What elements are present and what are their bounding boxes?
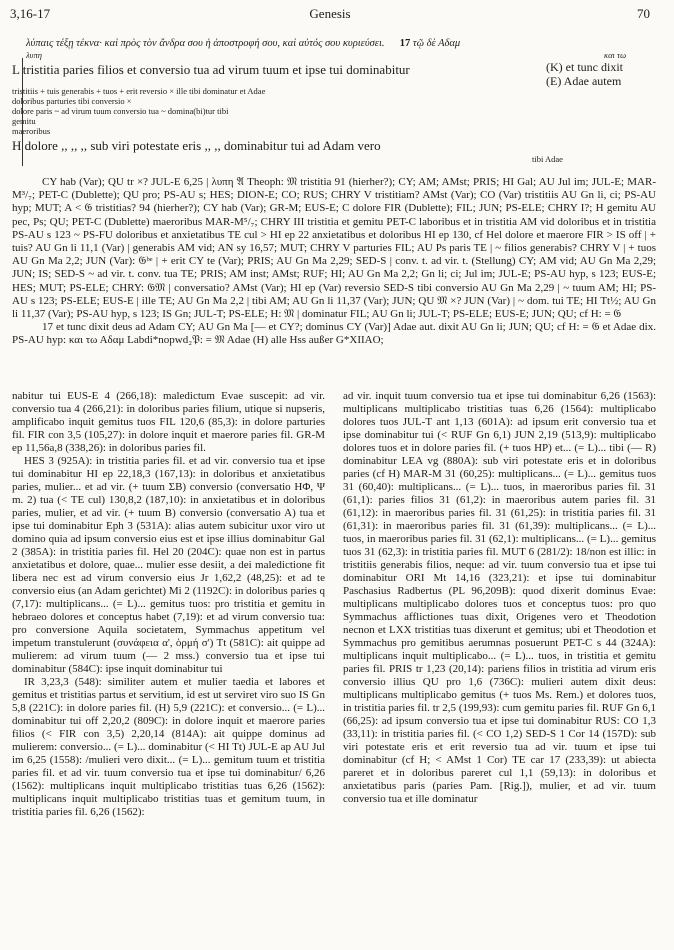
variant-line-4: gemitu [12,116,36,126]
left-column [12,390,325,946]
greek-line [26,38,656,49]
right-paragraph: ad vir. inquit tuum conversio tua et ipse tui dominabitur 6,26 (1563): multiplicans multiplicabo tristitias tuas 6,26 (1564): multiplicabo dolores tuos JUL-T ant 1,13 (601A): ad ipsum erit conversio tua et ipse dominabitur tui (< RUF Gn 6,1) JUN 2,19 (513,9): multiplicabo dolores tuos et in dolore paries fil. (+ tuos HP) et... (= L)... tibi (— R) dominabitur LEA vg (880A): sub viri potestate eris et in doloribus paries (cf H) MAR-M 31 (60,25): multiplicans... (= L)... gemitus tuos 31 (60,40): multiplicans... (= L)... tuos, in maeroribus paries fil. 31 (61,1): paries filios 31 (61,2): in maeroribus autem paries fil. 31 (61,12): in maeroribus paries fil. 31 (61,25): in tristitia paries fil. 31 (61,31): in maeroribus paries fil. 31 (61,39): multiplicans... (= L)... tuos, in maeroribus paries fil. 31 (62,1): multiplicans... (= L)... gemitus tuos 31 (62,3): in tristitia paries fil. MUT 6 (281/2): 18/non est illic: in tristitiis generabis filios, neque: ad vir. tuum conversio tua et ipse tui dominabitur ORI Mt 14,16 (323,21): et ipse tui dominabitur Paschasius Radbertus (PL 96,209B): quod dixerit dominus Evae: multiplicans multiplicabo dolores tuos et conceptus tuos: pro quo Symmachus afflictiones tuas dixit, Origenes vero et Theodotion necnon et LXX tristitias tuas dixerunt et gemitus; ubi et Theodotion et Symmachus pro gemitibus aerumnas posuerunt PET-C s 44 (324A): multiplicans inquit multiplicabo... (= L)... tuos, in tristitia et gemitu paries fil. PRIS tr 1,23 (20,14): pariens filios in tristitia ad virum eris conversio illius QU pro 1,6 (736C): mulieri autem dixit deus: multiplicans multiplicabo gemitus (+ tuos Ms. Rem.) et dolores tuos, in tristitia paries fil. tr 2,5 (199,93): cum gemitu paries fil. RUF Gn 6,1 (66,25): ad ipsum conversio tua et ipse tui dominabitur RUS: CO 1,3 (33,11): in tristitia paries fil. (< CO 1,2) SED-S 1 Cor 14 (157D): sub viri potestate eris et erit reversio tua ad vir. tuum et ipse tui dominabitur (cf H; < AMst 1 Cor) TE car 17 (233,39): ut abiecta pareret et in doloribus pareret cul 1,1 (59,13): in doloribus et anxietatibus paris (paries Pam. [Rig.]), mulier, et ad vir. tuum conversio tua et ille dominatur [343,390,656,805]
greek-verse-text: τῷ δὲ Αδαμ [412,38,461,49]
variant-line-2: doloribus parturies tibi conversio × [12,96,132,106]
variant-line-3: dolore paris ~ ad virum tuum conversio tua ~ domina(bi)tur tibi [12,106,229,116]
main-text: tristitia paries filios et conversio tua ad virum tuum et ipse tui dominabitur [22,62,410,77]
h-siglum: H [12,138,22,153]
chapter-verse-ref: 3,16-17 [10,6,51,21]
greek-variant: λυπη [26,50,42,60]
greek-verse-variant: και τω [604,50,627,60]
apparatus-paragraph: CY hab (Var); QU tr ×? JUL-E 6,25 | λυπη 𝔄 Theoph: 𝔐 tristitia 91 (hierher?); CY; AM; AMst; PRIS; HI Gal; AU Jul im; JUL-E; MAR-M³/₇; PET-C (Dublette); QU pro; PS-AU s; HES; DION-E; CO; RUS; CHRY V tristitiam? AMst (Var); CO (Var) tristitiis AU Gn li, ci; PS-AU hyp; MUT; A < 𝔊 tristitias? 94 (hierher?); CY hab (Var); GR-M; EUS-E; C dolore FIR (Dublette); FIL; JUN; PS-ELE; CHRY I?; H gemitu AU pec, Ps; QU; PET-C (Dublette) maeroribus MAR-M⁵/₇; CHRY III tristitia et gemitu PET-C laboribus et in tristitia AM vid doloribus et in tristitia PS-AU s 123 ~ PS-FU doloribus et anxietatibus TE cul > HI ep 22 anxietatibus et doloribus HI ep 130, cf Hel dolore et maerore FIR > IS off | + tuis? AU Gn li 11,1 (Var) | generabis AM vid; AN sy 16,57; MUT; CHRY V parturies FIL; AU Ps paris TE | ~ filios generabis? CHRY V | + tuos AU Gn Ma 2,2; JUN (Var): 𝔊ᵇᵉ | + erit CY te (Var); PRIS; AU Gn Ma 2,29; SED-S | conv. t. ad vir. t. (Stellung) CY; AM vid; AU Gn Ma 2,29; JUN; IS; SED-S ~ ad vir. t. conv. tua TE; PRIS; AM inst; AMst; RUF; HI; AU Gn Ma 2,2; Gn li; ci; Jul im; JUL-E; PS-AU hyp, s 123; EUS-E; HES; MUT; PS-ELE; CHRY: 𝔊𝔐 | conversatio? AMst (Var); HI ep (Var) reversio SED-S tibi conversio AU Gn Ma 2,29 | ~ tuum AM; HI; PS-AU s 123; PS-ELE; EUS-E | ille TE; AU Gn Ma 2,2 | tibi AM; AU Gn li 11,37 (Var); JUN; QU 𝔐 ×? JUN (Var) | ~ dom. tui TE; HI Tt½; AU Gn li 11,37 (Var); PS-AU hyp, s 123; IS Gn; JUL-T; PS-ELE; H: 𝔐 | dominatur FIL; AU Gn li; JUL-T; PS-ELE; EUS-E; JUN; QU; cf H: = 𝔊 [12,176,656,321]
left-paragraph: HES 3 (925A): in tristitia paries fil. et ad vir. conversio tua et ipse tui dominabitur HI ep 22,18,3 (167,13): in doloribus et anxietatibus paries, mulier... et ad vir. (+ tuum ΣB) conversio (conversatio HΦ, Ψ m. 2) tua (< TE cul) 130,8,2 (187,10): in anxietatibus et in doloribus paries, mulier, et ad vir. (+ tuum B) conversio (conversatio A) tua et ipse tui dominabitur Eph 3 (531A): alias autem subicitur uxor viro ut domino quia ad ipsum conversio eius est et ipse illius dominabitur Gal 2 (385A): in tristitia paries fil. Hel 20 (204C): quae non est in partus anxietatibus et dolore, quae... mulier esse desiit, a dei maledictione fit libera nec est ad virum conversio eius Jr 1,62,2 (48,25): et ad te conversio eius (an Adam gerichtet) Mi 2 (1192C): in doloribus paries q (7,17): multiplicans... (= L)... gemitus tuos: pro tristitia et gemitu in hebraeo dolores et conceptus habet (7,19): et ad virum conversio tua: pro conversione Aquila societatem, Symmachus appetitum vel impetum transtulerunt (συνάφεια α', ὁρμή σ') Tt (581C): ait quippe ad mulierem: ad virum tuum (— 2 mss.) conversio tua et ipse tui dominabitur (584C): ipse inquit dominabitur tui [12,455,325,675]
h-sub: tibi Adae [532,154,563,164]
apparatus-paragraph: 17 et tunc dixit deus ad Adam CY; AU Gn Ma [— et CY?; dominus CY (Var)] Adae aut. dixit AU Gn li; JUN; QU; cf H: = 𝔊 et Adae dix. PS-AU hyp: και τω Αδαμ Labdi*nopwd₂𝔓: = 𝔐 Adae (H) alle Hss außer G*XIIAO; [12,321,656,347]
h-text: dolore ,, ,, ,, sub viri potestate eris ,, ,, dominabitur tui ad Adam vero [24,138,381,153]
apparatus [12,176,656,388]
lemma-block [12,38,656,164]
commentary-columns [12,390,656,946]
book-title: Genesis [309,6,351,21]
page-number: 70 [637,6,650,21]
h-line [12,138,656,154]
page-header [10,6,650,24]
main-siglum: L [12,62,20,77]
left-paragraph: IR 3,23,3 (548): similiter autem et mulier taedia et labores et gemitus et tristitias partus et servitium, id est ut serviret viro suo IS Gn 5,8 (221C): in dolore paries fil. (H) 5,9 (221C): et conversio... (= L)... dominabitur tui off 2,20,2 (809C): in dolore inquit et maerore paries filios (< FIR con 3,5) 2,20,14 (814A): ait quippe dominus ad mulierem: conversio... (= L)... dominabitur (< HI Tt) JUL-E ap AU Jul im 6,25 (1558): /mulieri vero dixit... (= L)... gemitum tuum et tristitia paries fil. et ad vir. tuum conversio tua et ipse tui dominabitur/ 6,26 (1562): multiplicans inquit multiplicabo tristitias tuas 6,26 (1562): multiplicans inquit multiplicabo tristitias tuas et gemitum tuum, in tristitia paries fil. 6,26 (1562): [12,676,325,818]
main-right-1: (K) et tunc dixit [546,60,623,74]
greek-variants [26,50,656,60]
right-column [343,390,656,946]
left-paragraph: nabitur tui EUS-E 4 (266,18): maledictum Evae suscepit: ad vir. conversio tua 4 (266,21): in doloribus paries filium, utique si nupseris, amplificabo inquit gemitus tuos FIL 120,6 (85,3): in dolore parturies fil. FIR con 3,5 (105,27): in dolore inquit et maerore paries fil. GR-M ep 11,56a,8 (338,26): in doloribus paries fil. [12,390,325,454]
variant-line-1: tristitiis + tuis generabis + tuos + erit reversio × ille tibi dominatur et Adae [12,86,266,96]
greek-text: λύπαις τέξῃ τέκνα· καὶ πρὸς τὸν ἄνδρα σου ἡ ἀποστροφή σου, καὶ αὐτός σου κυριεύσει. [26,38,385,49]
main-right-2: (E) Adae autem [546,74,622,88]
variant-line-5: maeroribus [12,126,51,136]
greek-verse-number: 17 [399,38,411,49]
